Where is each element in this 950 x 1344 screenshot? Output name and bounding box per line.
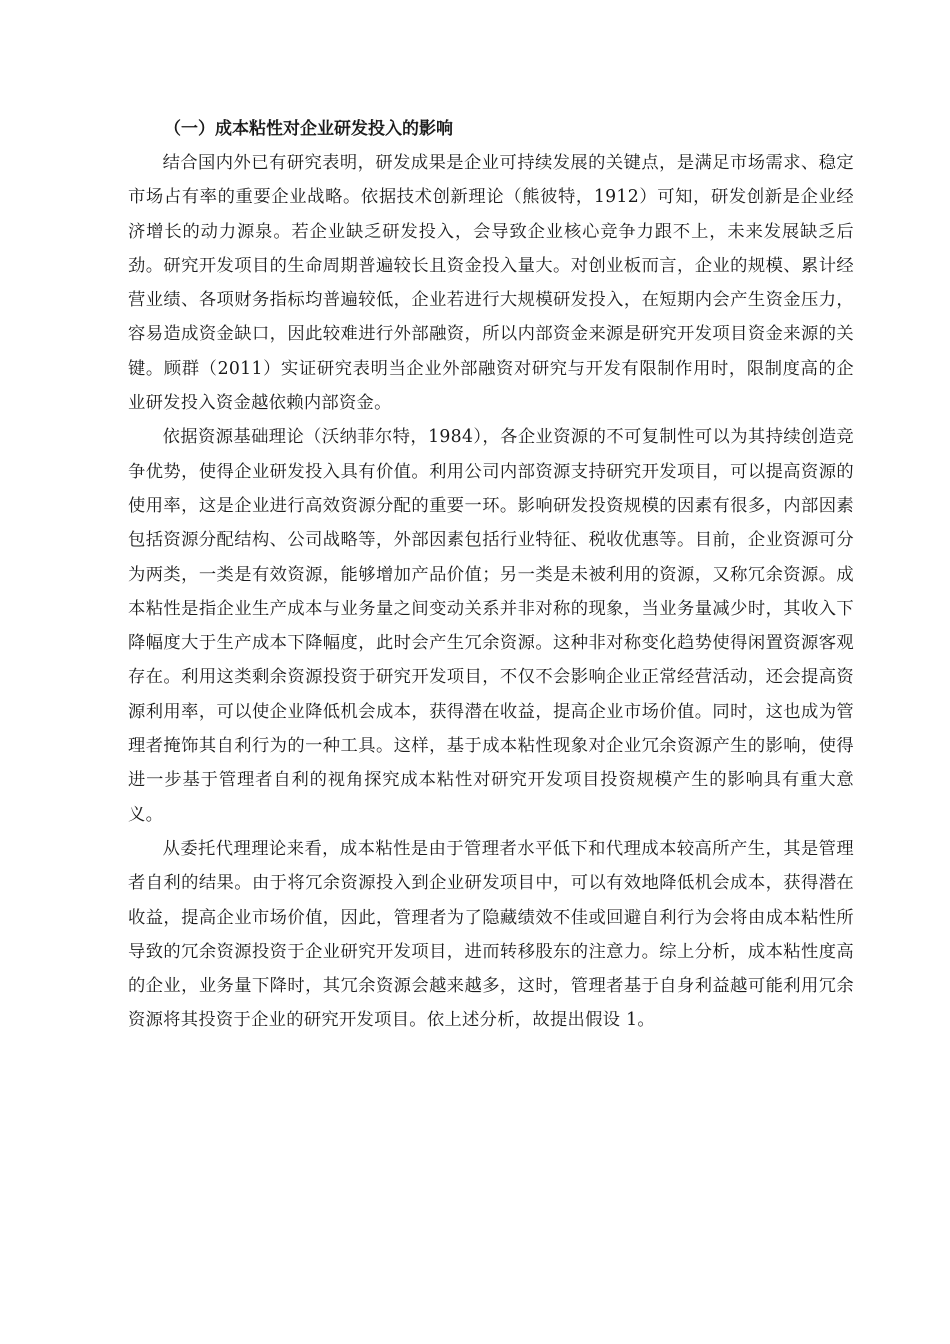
paragraph-resource-based-theory: 依据资源基础理论（沃纳菲尔特，1984），各企业资源的不可复制性可以为其持续创造竞争优势，使得企业研发投入具有价值。利用公司内部资源支持研究开发项目，可以提高资源的使用率，这是企业进行高效资源分配的重要一环。影响研发投资规模的因素有很多，内部因素包括资源分配结构、公司战略等，外部因素包括行业特征、税收优惠等。目前，企业资源可分为两类，一类是有效资源，能够增加产品价值；另一类是未被利用的资源，又称冗余资源。成本粘性是指企业生产成本与业务量之间变动关系并非对称的现象，当业务量减少时，其收入下降幅度大于生产成本下降幅度，此时会产生冗余资源。这种非对称变化趋势使得闲置资源客观存在。利用这类剩余资源投资于研究开发项目，不仅不会影响企业正常经营活动，还会提高资源利用率，可以使企业降低机会成本，获得潜在收益，提高企业市场价值。同时，这也成为管理者掩饰其自利行为的一种工具。这样，基于成本粘性现象对企业冗余资源产生的影响，使得进一步基于管理者自利的视角探究成本粘性对研究开发项目投资规模产生的影响具有重大意义。 bbox=[128, 427, 854, 825]
paragraph-technology-innovation: 结合国内外已有研究表明，研发成果是企业可持续发展的关键点，是满足市场需求、稳定市场占有率的重要企业战略。依据技术创新理论（熊彼特，1912）可知，研发创新是企业经济增长的动力源泉。若企业缺乏研发投入，会导致企业核心竞争力跟不上，未来发展缺乏后劲。研究开发项目的生命周期普遍较长且资金投入量大。对创业板而言，企业的规模、累计经营业绩、各项财务指标均普遍较低，企业若进行大规模研发投入，在短期内会产生资金压力，容易造成资金缺口，因此较难进行外部融资，所以内部资金来源是研究开发项目资金来源的关键。顾群（2011）实证研究表明当企业外部融资对研究与开发有限制作用时，限制度高的企业研发投入资金越依赖内部资金。 bbox=[128, 153, 854, 414]
document-page bbox=[128, 112, 854, 1038]
paragraph-principal-agent-theory: 从委托代理理论来看，成本粘性是由于管理者水平低下和代理成本较高所产生，其是管理者自利的结果。由于将冗余资源投入到企业研发项目中，可以有效地降低机会成本，获得潜在收益，提高企业市场价值，因此，管理者为了隐藏绩效不佳或回避自利行为会将由成本粘性所导致的冗余资源投资于企业研究开发项目，进而转移股东的注意力。综上分析，成本粘性度高的企业，业务量下降时，其冗余资源会越来越多，这时，管理者基于自身利益越可能利用冗余资源将其投资于企业的研究开发项目。依上述分析，故提出假设 1。 bbox=[128, 838, 854, 1031]
section-heading: （一）成本粘性对企业研发投入的影响 bbox=[164, 119, 453, 139]
